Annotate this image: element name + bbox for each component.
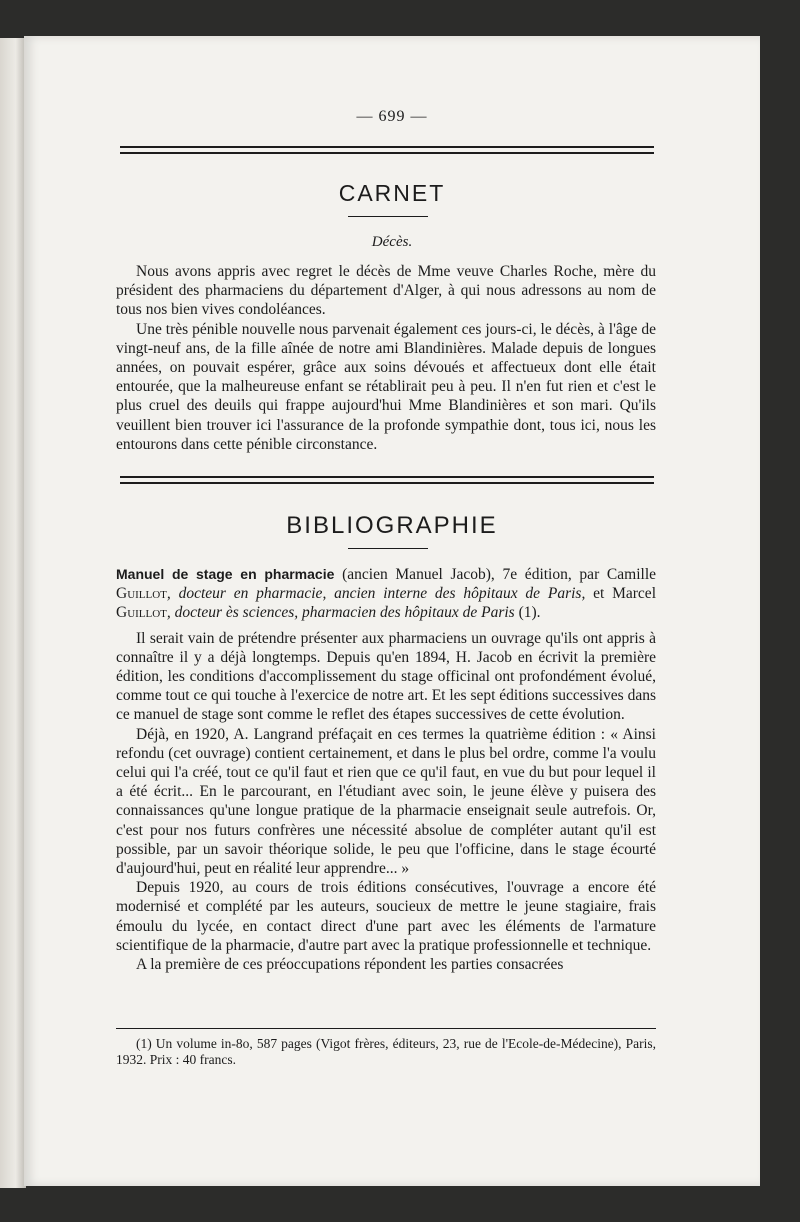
bibliographie-body — [116, 565, 656, 974]
carnet-heading-underline — [348, 216, 428, 217]
bibliographie-heading-underline — [348, 548, 428, 549]
footnote — [116, 1036, 656, 1068]
author-1-description: , docteur en pharmacie, ancien interne des hôpitaux de Paris, — [166, 585, 586, 603]
carnet-body — [116, 262, 656, 454]
conjunction: et Marcel — [585, 585, 656, 603]
footnote-rule — [116, 1028, 656, 1029]
bibliographie-paragraph: Déjà, en 1920, A. Langrand préfaçait en ces termes la quatrième édition : « Ainsi refondu (cet ouvrage) contient certainement, et dans le plus bel ordre, comme l'a voulu celui qui l'a créé, tout ce qu'il faut et rien que ce qu'il faut, en vue du but pour lequel il a été écrit... En le parcourant, en l'étudiant avec soin, le jeune élève y puisera des connaissances qu'une longue pratique de la pharmacie enseignait seule autrefois. Or, c'est pour nos futurs confrères une nécessité absolue de compléter autant qu'il est possible, par un savoir théorique solide, le peu que l'officine, dans le stage écourté d'aujourd'hui, peut en réalité leur apprendre... » — [116, 725, 656, 878]
author-2: Guillot — [116, 604, 167, 622]
bibliographie-paragraph: A la première de ces préoccupations répondent les parties consacrées — [136, 956, 564, 974]
carnet-paragraph: Une très pénible nouvelle nous parvenait également ces jours-ci, le décès, à l'âge de vingt-neuf ans, de la fille aînée de notre ami Blandinières. Malade depuis de longues années, on pouvait espérer, grâce aux soins dévoués et affectueux dont elle était entourée, que la malheureuse enfant se rétablirait peu à peu. Il n'en fut rien et c'est le plus cruel des deuils qui frappe aujourd'hui Mme Blandinières et son mari. Qu'ils veuillent bien trouver ici l'assurance de la profonde sympathie dont, tous ici, nous les entourons dans cette pénible circonstance. — [116, 320, 656, 453]
footnote-reference: (1). — [514, 604, 541, 622]
book-title: Manuel de stage en pharmacie — [116, 566, 335, 582]
footnote-text: (1) Un volume in-8o, 587 pages (Vigot frères, éditeurs, 23, rue de l'Ecole-de-Médecine), Paris, 1932. Prix : 40 francs. — [116, 1036, 656, 1067]
carnet-heading: CARNET — [338, 180, 446, 206]
carnet-subheading: Décès. — [371, 234, 413, 250]
bibliographie-heading: BIBLIOGRAPHIE — [286, 512, 498, 539]
double-rule-middle — [120, 476, 654, 484]
carnet-paragraph: Nous avons appris avec regret le décès de Mme veuve Charles Roche, mère du président des pharmaciens du département d'Alger, à qui nous adressons au nom de tous nos bien vives condoléances. — [116, 263, 656, 319]
document-page — [24, 36, 760, 1186]
author-1: Guillot — [116, 585, 167, 603]
book-edition: (ancien Manuel Jacob), 7e édition, par Camille — [334, 566, 657, 583]
page-number: — 699 — — [356, 108, 428, 125]
bibliographie-paragraph: Il serait vain de prétendre présenter aux pharmaciens un ouvrage qu'ils ont appris à connaître il y a déjà longtemps. Depuis qu'en 1894, H. Jacob en écrivit la première édition, les conditions d'accomplissement du stage officinal ont profondément évolué, comme tout ce qui touche à l'exercice de notre art. Et les sept éditions successives dans ce manuel de stage sont comme le reflet des étapes successives de cette évolution. — [116, 629, 656, 724]
author-2-description: , docteur ès sciences, pharmacien des hôpitaux de Paris — [166, 604, 515, 622]
double-rule-top — [120, 146, 654, 154]
bibliographie-paragraph: Depuis 1920, au cours de trois éditions consécutives, l'ouvrage a encore été modernisé et complété par les auteurs, soucieux de mettre le jeune stagiaire, frais émoulu du lycée, en contact direct d'une part avec les éléments de l'armature scientifique de la pharmacie, d'autre part avec la pratique professionnelle et technique. — [116, 879, 656, 954]
left-page-edge — [0, 38, 26, 1188]
book-entry — [116, 565, 656, 623]
